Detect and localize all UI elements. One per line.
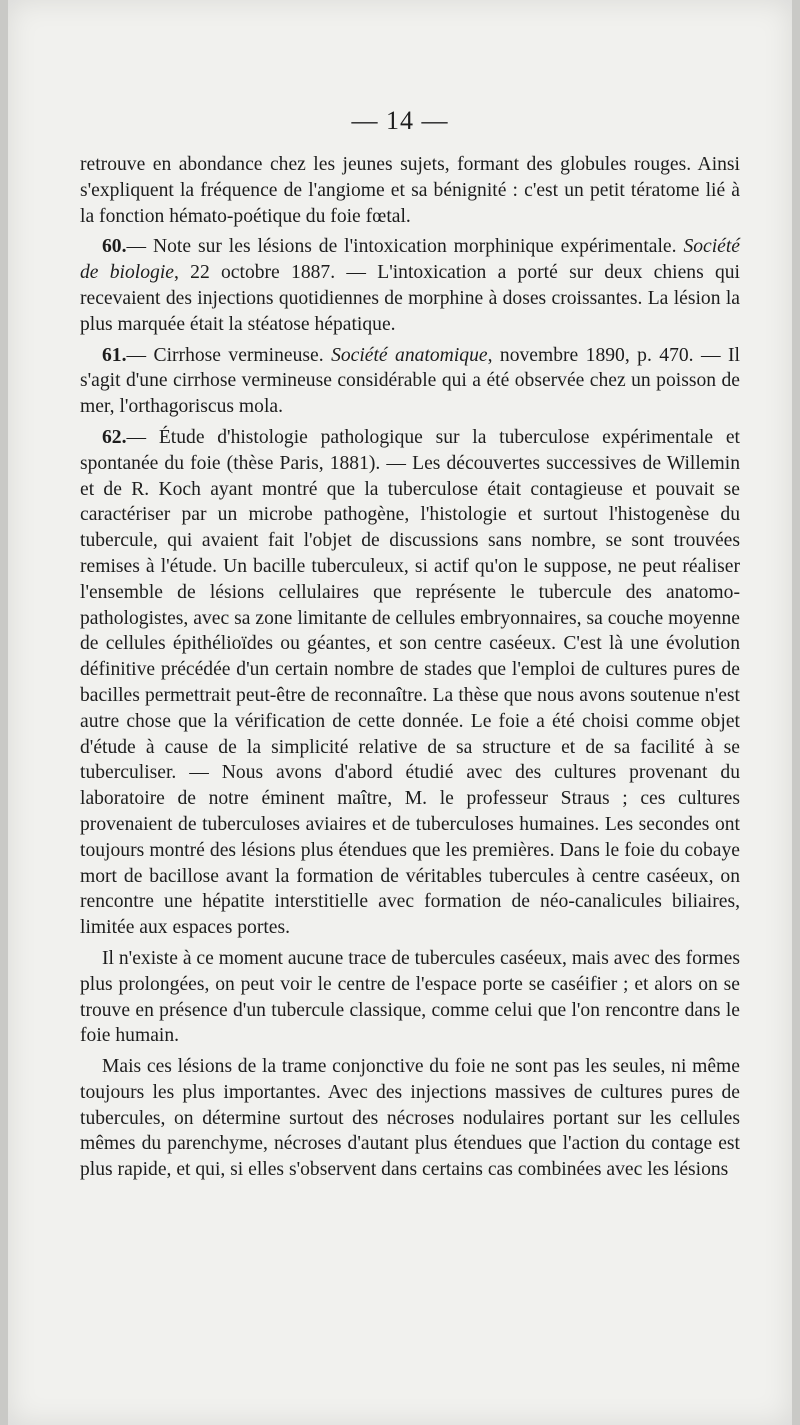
journal-name: Société anatomique bbox=[331, 344, 488, 366]
entry-title: — Note sur les lésions de l'intoxication morphinique expérimentale. bbox=[126, 236, 677, 258]
paragraph-62 bbox=[80, 425, 740, 941]
paragraph-61 bbox=[80, 343, 740, 420]
paragraph-mais: Mais ces lésions de la trame conjonctive du foie ne sont pas les seules, ni même toujours les plus importantes. Avec des injections massives de cultures pures de tubercules, on détermine surtout des nécroses nodulaires portant sur les cellules mêmes du parenchyme, nécroses d'autant plus étendues que l'action du contage est plus rapide, et qui, si elles s'observent dans certains cas combinées avec les lésions bbox=[80, 1056, 740, 1181]
entry-number: 62. bbox=[102, 426, 127, 448]
entry-title: — Cirrhose vermineuse. bbox=[126, 344, 324, 366]
entry-number: 61. bbox=[102, 344, 127, 366]
paragraph-60 bbox=[80, 234, 740, 337]
entry-number: 60. bbox=[102, 236, 127, 258]
page-number: — 14 — bbox=[351, 106, 449, 135]
entry-body: , novembre 1890, p. 470. — Il s'agit d'une cirrhose vermineuse considérable qui a été observée chez un poisson de mer, l'orthagoriscus mola. bbox=[80, 344, 740, 418]
book-page bbox=[8, 0, 792, 1425]
entry-body: , 22 octobre 1887. — L'intoxication a porté sur deux chiens qui recevaient des injections quotidiennes de morphine à doses croissantes. La lésion la plus marquée était la stéatose hépatique. bbox=[80, 262, 740, 335]
entry-body: — Étude d'histologie pathologique sur la tuberculose expérimentale et spontanée du foie (thèse Paris, 1881). — Les découvertes successives de Willemin et de R. Koch ayant montré que la tuberculose était contagieuse et pouvait se caractériser par un microbe pathogène, l'histologie et surtout l'histogenèse du tubercule, qui avaient fait l'objet de discussions sans nombre, se sont trouvées remises à l'étude. Un bacille tuberculeux, si actif qu'on le suppose, ne peut réaliser l'ensemble de lésions cellulaires que représente le tubercule des anatomo-pathologistes, avec sa zone limitante de cellules embryonnaires, sa couche moyenne de cellules épithélioïdes ou géantes, et son centre caséeux. C'est là une évolution définitive précédée d'un certain nombre de stades que l'emploi de cultures pures de bacilles permettrait peut-être de reconnaître. La thèse que nous avons soutenue n'est autre chose que la vérification de cette donnée. Le foie a été choisi comme objet d'étude à cause de la simplicité relative de sa structure et de sa facilité à se tuberculiser. — Nous avons d'abord étudié avec des cultures provenant du laboratoire de notre éminent maître, M. le professeur Straus ; ces cultures provenaient de tuberculoses aviaires et de tuberculoses humaines. Les secondes ont toujours montré des lésions plus étendues que les premières. Dans le foie du cobaye mort de bacillose avant la formation de véritables tubercules à centre caséeux, on rencontre une hépatite interstitielle avec formation de néo-canalicules biliaires, limitée aux espaces portes. bbox=[80, 426, 740, 939]
paragraph-existe: Il n'existe à ce moment aucune trace de tubercules caséeux, mais avec des formes plus prolongées, on peut voir le centre de l'espace porte se caséifier ; et alors on se trouve en présence d'un tubercule classique, comme celui que l'on rencontre dans le foie humain. bbox=[80, 947, 740, 1047]
journal-name: Société de biologie bbox=[80, 236, 741, 284]
paragraph-intro: retrouve en abondance chez les jeunes sujets, formant des globules rouges. Ainsi s'expliquent la fréquence de l'angiome et sa bénignité : c'est un petit tératome lié à la fonction hémato-poétique du foie fœtal. bbox=[80, 154, 740, 227]
page-body bbox=[80, 152, 740, 1188]
